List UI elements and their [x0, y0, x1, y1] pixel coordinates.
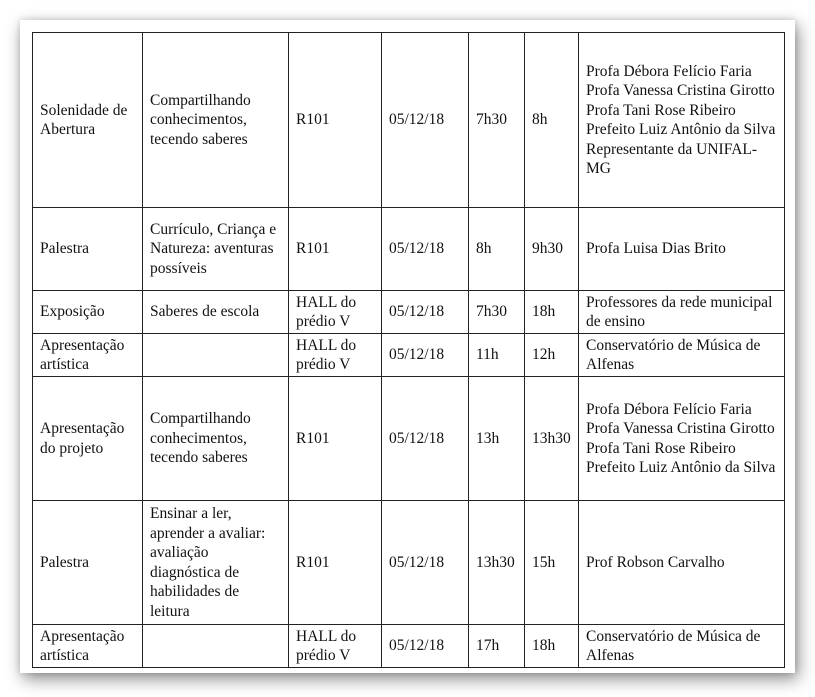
event-place-cell: R101 [289, 377, 382, 501]
table-row [33, 208, 785, 291]
event-start-cell: 7h30 [469, 291, 525, 334]
event-place-cell: R101 [289, 33, 382, 208]
event-start-cell: 13h30 [469, 501, 525, 625]
table-row [33, 291, 785, 334]
event-type-cell: Apresentação artística [33, 625, 143, 668]
event-date-cell: 05/12/18 [382, 501, 469, 625]
event-speakers-cell: Prof Robson Carvalho [579, 501, 785, 625]
table-row [33, 625, 785, 668]
event-place-cell: R101 [289, 208, 382, 291]
event-title-cell: Compartilhando conhecimentos, tecendo saberes [143, 33, 289, 208]
event-type-cell: Apresentação artística [33, 334, 143, 377]
event-place-cell: HALL do prédio V [289, 334, 382, 377]
event-date-cell: 05/12/18 [382, 625, 469, 668]
table-row [33, 33, 785, 208]
event-speakers-cell: Professores da rede municipal de ensino [579, 291, 785, 334]
event-type-cell: Solenidade de Abertura [33, 33, 143, 208]
event-end-cell: 12h [525, 334, 579, 377]
event-place-cell: R101 [289, 501, 382, 625]
event-date-cell: 05/12/18 [382, 377, 469, 501]
event-end-cell: 8h [525, 33, 579, 208]
document-card [20, 20, 795, 673]
table-row [33, 377, 785, 501]
event-speakers-cell: Conservatório de Música de Alfenas [579, 334, 785, 377]
event-start-cell: 8h [469, 208, 525, 291]
event-type-cell: Palestra [33, 208, 143, 291]
event-speakers-cell: Profa Débora Felício Faria Profa Vanessa Cristina Girotto Profa Tani Rose Ribeiro Prefeito Luiz Antônio da Silva Representante da UNIFAL-MG [579, 33, 785, 208]
event-place-cell: HALL do prédio V [289, 291, 382, 334]
event-title-cell [143, 625, 289, 668]
event-end-cell: 9h30 [525, 208, 579, 291]
event-place-cell: HALL do prédio V [289, 625, 382, 668]
event-type-cell: Apresentação do projeto [33, 377, 143, 501]
event-start-cell: 17h [469, 625, 525, 668]
event-end-cell: 15h [525, 501, 579, 625]
event-date-cell: 05/12/18 [382, 208, 469, 291]
event-speakers-cell: Profa Débora Felício Faria Profa Vanessa Cristina Girotto Profa Tani Rose Ribeiro Prefeito Luiz Antônio da Silva [579, 377, 785, 501]
event-start-cell: 7h30 [469, 33, 525, 208]
event-date-cell: 05/12/18 [382, 33, 469, 208]
event-title-cell: Compartilhando conhecimentos, tecendo saberes [143, 377, 289, 501]
event-type-cell: Exposição [33, 291, 143, 334]
event-title-cell: Ensinar a ler, aprender a avaliar: avaliação diagnóstica de habilidades de leitura [143, 501, 289, 625]
event-date-cell: 05/12/18 [382, 291, 469, 334]
event-type-cell: Palestra [33, 501, 143, 625]
event-title-cell: Saberes de escola [143, 291, 289, 334]
table-row [33, 334, 785, 377]
event-date-cell: 05/12/18 [382, 334, 469, 377]
schedule-table [32, 32, 785, 668]
event-end-cell: 13h30 [525, 377, 579, 501]
event-speakers-cell: Profa Luisa Dias Brito [579, 208, 785, 291]
event-end-cell: 18h [525, 625, 579, 668]
event-start-cell: 11h [469, 334, 525, 377]
event-speakers-cell: Conservatório de Música de Alfenas [579, 625, 785, 668]
event-title-cell [143, 334, 289, 377]
event-title-cell: Currículo, Criança e Natureza: aventuras possíveis [143, 208, 289, 291]
event-start-cell: 13h [469, 377, 525, 501]
event-end-cell: 18h [525, 291, 579, 334]
table-row [33, 501, 785, 625]
